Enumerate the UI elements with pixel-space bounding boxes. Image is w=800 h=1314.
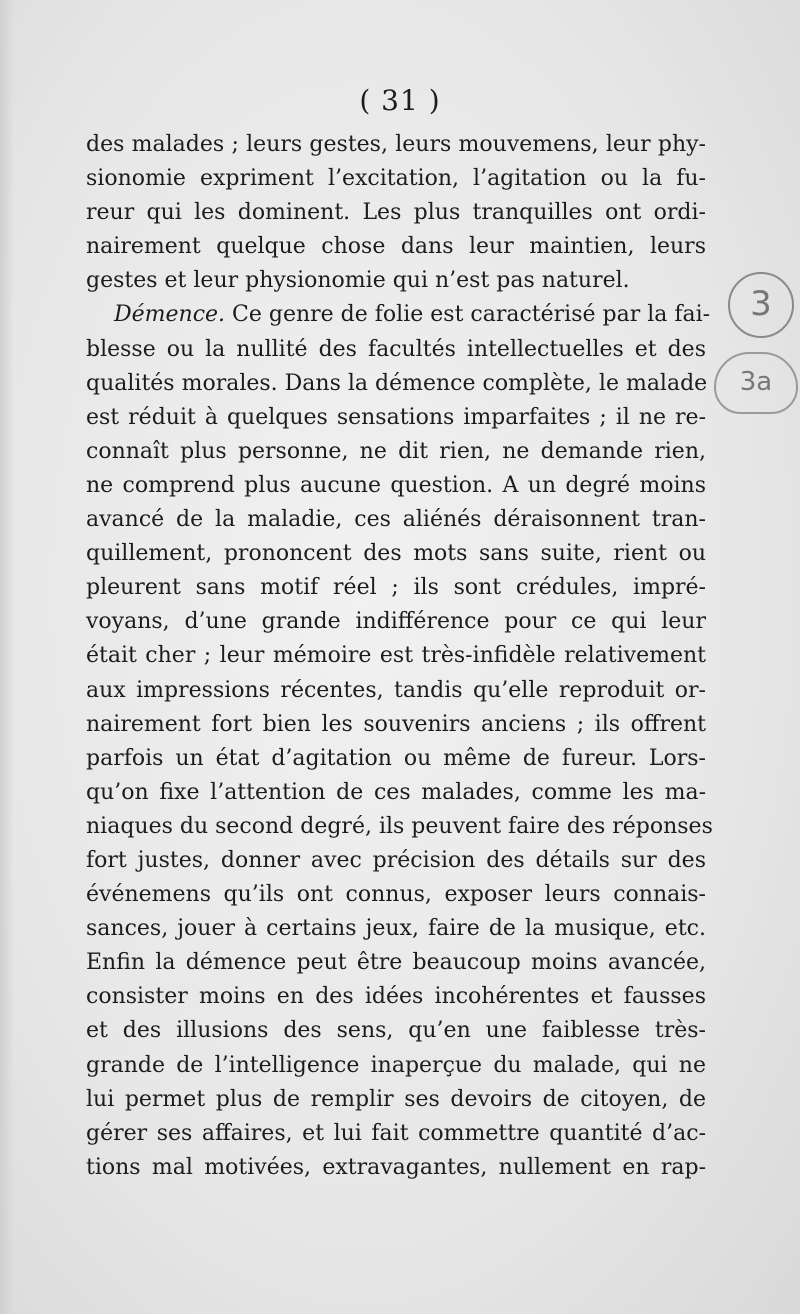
text-line: était cher ; leur mémoire est très-infidèle relativement xyxy=(86,643,706,669)
paragraph-heading-line xyxy=(86,298,711,332)
text-line: niaques du second degré, ils peuvent faire des réponses xyxy=(86,813,713,839)
text-line: lui permet plus de remplir ses devoirs de citoyen, de xyxy=(86,1086,706,1112)
text-line: grande de l’intelligence inaperçue du malade, qui ne xyxy=(86,1052,706,1078)
margin-annotation: 3 xyxy=(728,272,794,338)
text-line: événemens qu’ils ont connus, exposer leurs connais- xyxy=(86,882,706,908)
text-line: blesse ou la nullité des facultés intellectuelles et des xyxy=(86,336,706,362)
text-line: reur qui les dominent. Les plus tranquilles ont ordi- xyxy=(86,200,706,226)
text-line: nairement fort bien les souvenirs anciens ; ils offrent xyxy=(86,711,706,737)
text-line: des malades ; leurs gestes, leurs mouvemens, leur phy- xyxy=(86,132,706,157)
text-line: quillement, prononcent des mots sans suite, rient ou xyxy=(86,541,706,567)
margin-annotation: 3a xyxy=(714,352,798,414)
heading-line-rest: Ce genre de folie est caractérisé par la fai- xyxy=(225,302,711,328)
text-line: et des illusions des sens, qu’en une faiblesse très- xyxy=(86,1018,706,1044)
text-line: voyans, d’une grande indifférence pour ce qui leur xyxy=(86,609,706,635)
text-line: qu’on fixe l’attention de ces malades, comme les ma- xyxy=(86,779,706,805)
page-number: ( 31 ) xyxy=(359,84,441,117)
text-line: sances, jouer à certains jeux, faire de la musique, etc. xyxy=(86,916,706,942)
text-line: tions mal motivées, extravagantes, nullement en rap- xyxy=(86,1154,706,1180)
body-text xyxy=(86,128,713,1185)
text-line: gérer ses affaires, et lui fait commettre quantité d’ac- xyxy=(86,1120,706,1146)
page-edge-shadow xyxy=(0,0,14,1314)
text-line: fort justes, donner avec précision des détails sur des xyxy=(86,847,706,873)
text-line: Enfin la démence peut être beaucoup moins avancée, xyxy=(86,950,706,976)
text-line: pleurent sans motif réel ; ils sont crédules, impré- xyxy=(86,575,706,601)
text-line: aux impressions récentes, tandis qu’elle reproduit or- xyxy=(86,677,706,703)
text-line: est réduit à quelques sensations imparfaites ; il ne re- xyxy=(86,404,706,430)
text-line: nairement quelque chose dans leur maintien, leurs xyxy=(86,234,706,260)
text-line: consister moins en des idées incohérentes et fausses xyxy=(86,984,706,1010)
text-line: avancé de la maladie, ces aliénés déraisonnent tran- xyxy=(86,507,706,533)
section-term: Démence. xyxy=(114,302,226,328)
text-line: connaît plus personne, ne dit rien, ne demande rien, xyxy=(86,438,706,464)
text-line: gestes et leur physionomie qui n’est pas naturel. xyxy=(86,268,630,294)
text-line: ne comprend plus aucune question. A un degré moins xyxy=(86,472,706,498)
text-line: parfois un état d’agitation ou même de fureur. Lors- xyxy=(86,745,706,771)
text-line: qualités morales. Dans la démence complète, le malade xyxy=(86,370,708,396)
text-line: sionomie expriment l’excitation, l’agitation ou la fu- xyxy=(86,166,706,192)
